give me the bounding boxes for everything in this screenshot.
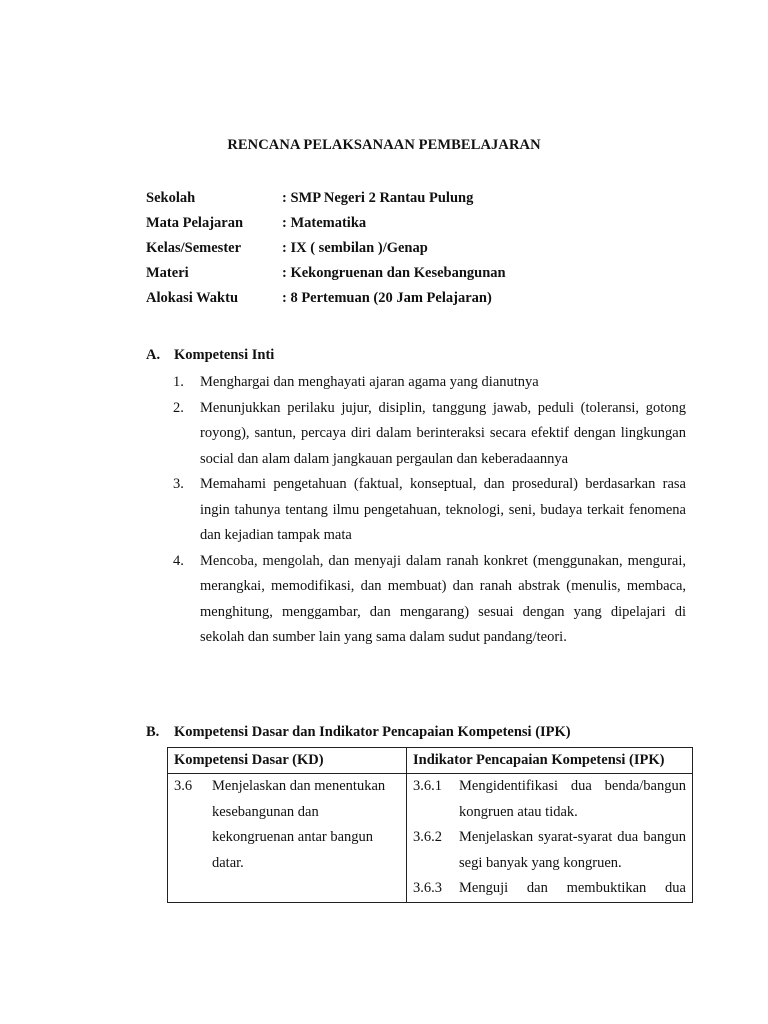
- section-title: Kompetensi Dasar dan Indikator Pencapaian Kompetensi (IPK): [174, 724, 571, 740]
- meta-key: Kelas/Semester: [146, 240, 242, 256]
- meta-row-sekolah: [146, 187, 706, 212]
- list-text: Menghargai dan menghayati ajaran agama yang dianutnya: [200, 374, 539, 390]
- meta-row-alokasi-waktu: [146, 287, 706, 312]
- table-row: [168, 774, 693, 903]
- list-number: 3.: [173, 476, 184, 492]
- ipk-text: Mengidentifikasi dua benda/bangun kongruen atau tidak.: [459, 778, 686, 820]
- section-title: Kompetensi Inti: [174, 347, 275, 363]
- kd-text: Menjelaskan dan menentukan kesebangunan dan kekongruenan antar bangun datar.: [212, 778, 386, 871]
- kd-ipk-table: [167, 747, 693, 903]
- meta-row-kelas-semester: [146, 237, 706, 262]
- list-number: 1.: [173, 374, 184, 390]
- ipk-text: Menjelaskan syarat-syarat dua bangun segi banyak yang kongruen.: [459, 829, 686, 871]
- section-b-heading: [146, 724, 571, 741]
- list-number: 2.: [173, 399, 184, 416]
- table-header-row: [168, 748, 693, 774]
- ipk-number: 3.6.1: [413, 778, 442, 794]
- kd-item: [174, 774, 400, 876]
- list-item: [173, 370, 686, 396]
- meta-value: : 8 Pertemuan (20 Jam Pelajaran): [282, 290, 492, 306]
- list-text: Menunjukkan perilaku jujur, disiplin, tanggung jawab, peduli (toleransi, gotong royong), santun, percaya diri dalam berinteraksi secara efektif dengan lingkungan social dan alam dalam jangkauan pergaulan dan keberadaannya: [200, 399, 686, 467]
- list-number: 4.: [173, 552, 184, 569]
- ipk-item: [413, 876, 686, 902]
- meta-key: Mata Pelajaran: [146, 215, 244, 231]
- header-ipk: Indikator Pencapaian Kompetensi (IPK): [407, 748, 693, 774]
- meta-value: : IX ( sembilan )/Genap: [282, 240, 428, 256]
- ipk-cell: [407, 774, 693, 903]
- list-text: Mencoba, mengolah, dan menyaji dalam ranah konkret (menggunakan, mengurai, merangkai, memodifikasi, dan membuat) dan ranah abstrak (menulis, membaca, menghitung, menggambar, dan mengarang) sesuai dengan yang dipelajari di sekolah dan sumber lain yang sama dalam sudut pandang/teori.: [200, 552, 686, 645]
- ipk-text: Menguji dan membuktikan dua: [459, 880, 686, 896]
- meta-key: Materi: [146, 265, 189, 281]
- meta-value: : SMP Negeri 2 Rantau Pulung: [282, 190, 474, 206]
- ipk-number: 3.6.2: [413, 829, 442, 845]
- meta-value: : Kekongruenan dan Kesebangunan: [282, 265, 506, 281]
- list-item: [173, 472, 686, 549]
- kompetensi-inti-list: [173, 370, 686, 651]
- kd-cell: [168, 774, 407, 903]
- header-kd: Kompetensi Dasar (KD): [168, 748, 407, 774]
- ipk-item: [413, 825, 686, 876]
- meta-key: Sekolah: [146, 190, 196, 206]
- meta-row-mata-pelajaran: [146, 212, 706, 237]
- ipk-number: 3.6.3: [413, 880, 442, 896]
- meta-row-materi: [146, 262, 706, 287]
- list-text: Memahami pengetahuan (faktual, konseptual, dan prosedural) berdasarkan rasa ingin tahunya tentang ilmu pengetahuan, teknologi, seni, budaya terkait fenomena dan kejadian tampak mata: [200, 476, 686, 543]
- list-item: [173, 396, 686, 473]
- section-letter: B.: [146, 724, 160, 740]
- section-letter: A.: [146, 347, 161, 363]
- identity-block: [146, 187, 706, 312]
- ipk-item: [413, 774, 686, 825]
- list-item: [173, 549, 686, 651]
- meta-key: Alokasi Waktu: [146, 290, 239, 306]
- document-title: RENCANA PELAKSANAAN PEMBELAJARAN: [227, 137, 541, 153]
- meta-value: : Matematika: [282, 215, 367, 231]
- section-a-heading: [146, 347, 274, 364]
- kd-number: 3.6: [174, 778, 193, 794]
